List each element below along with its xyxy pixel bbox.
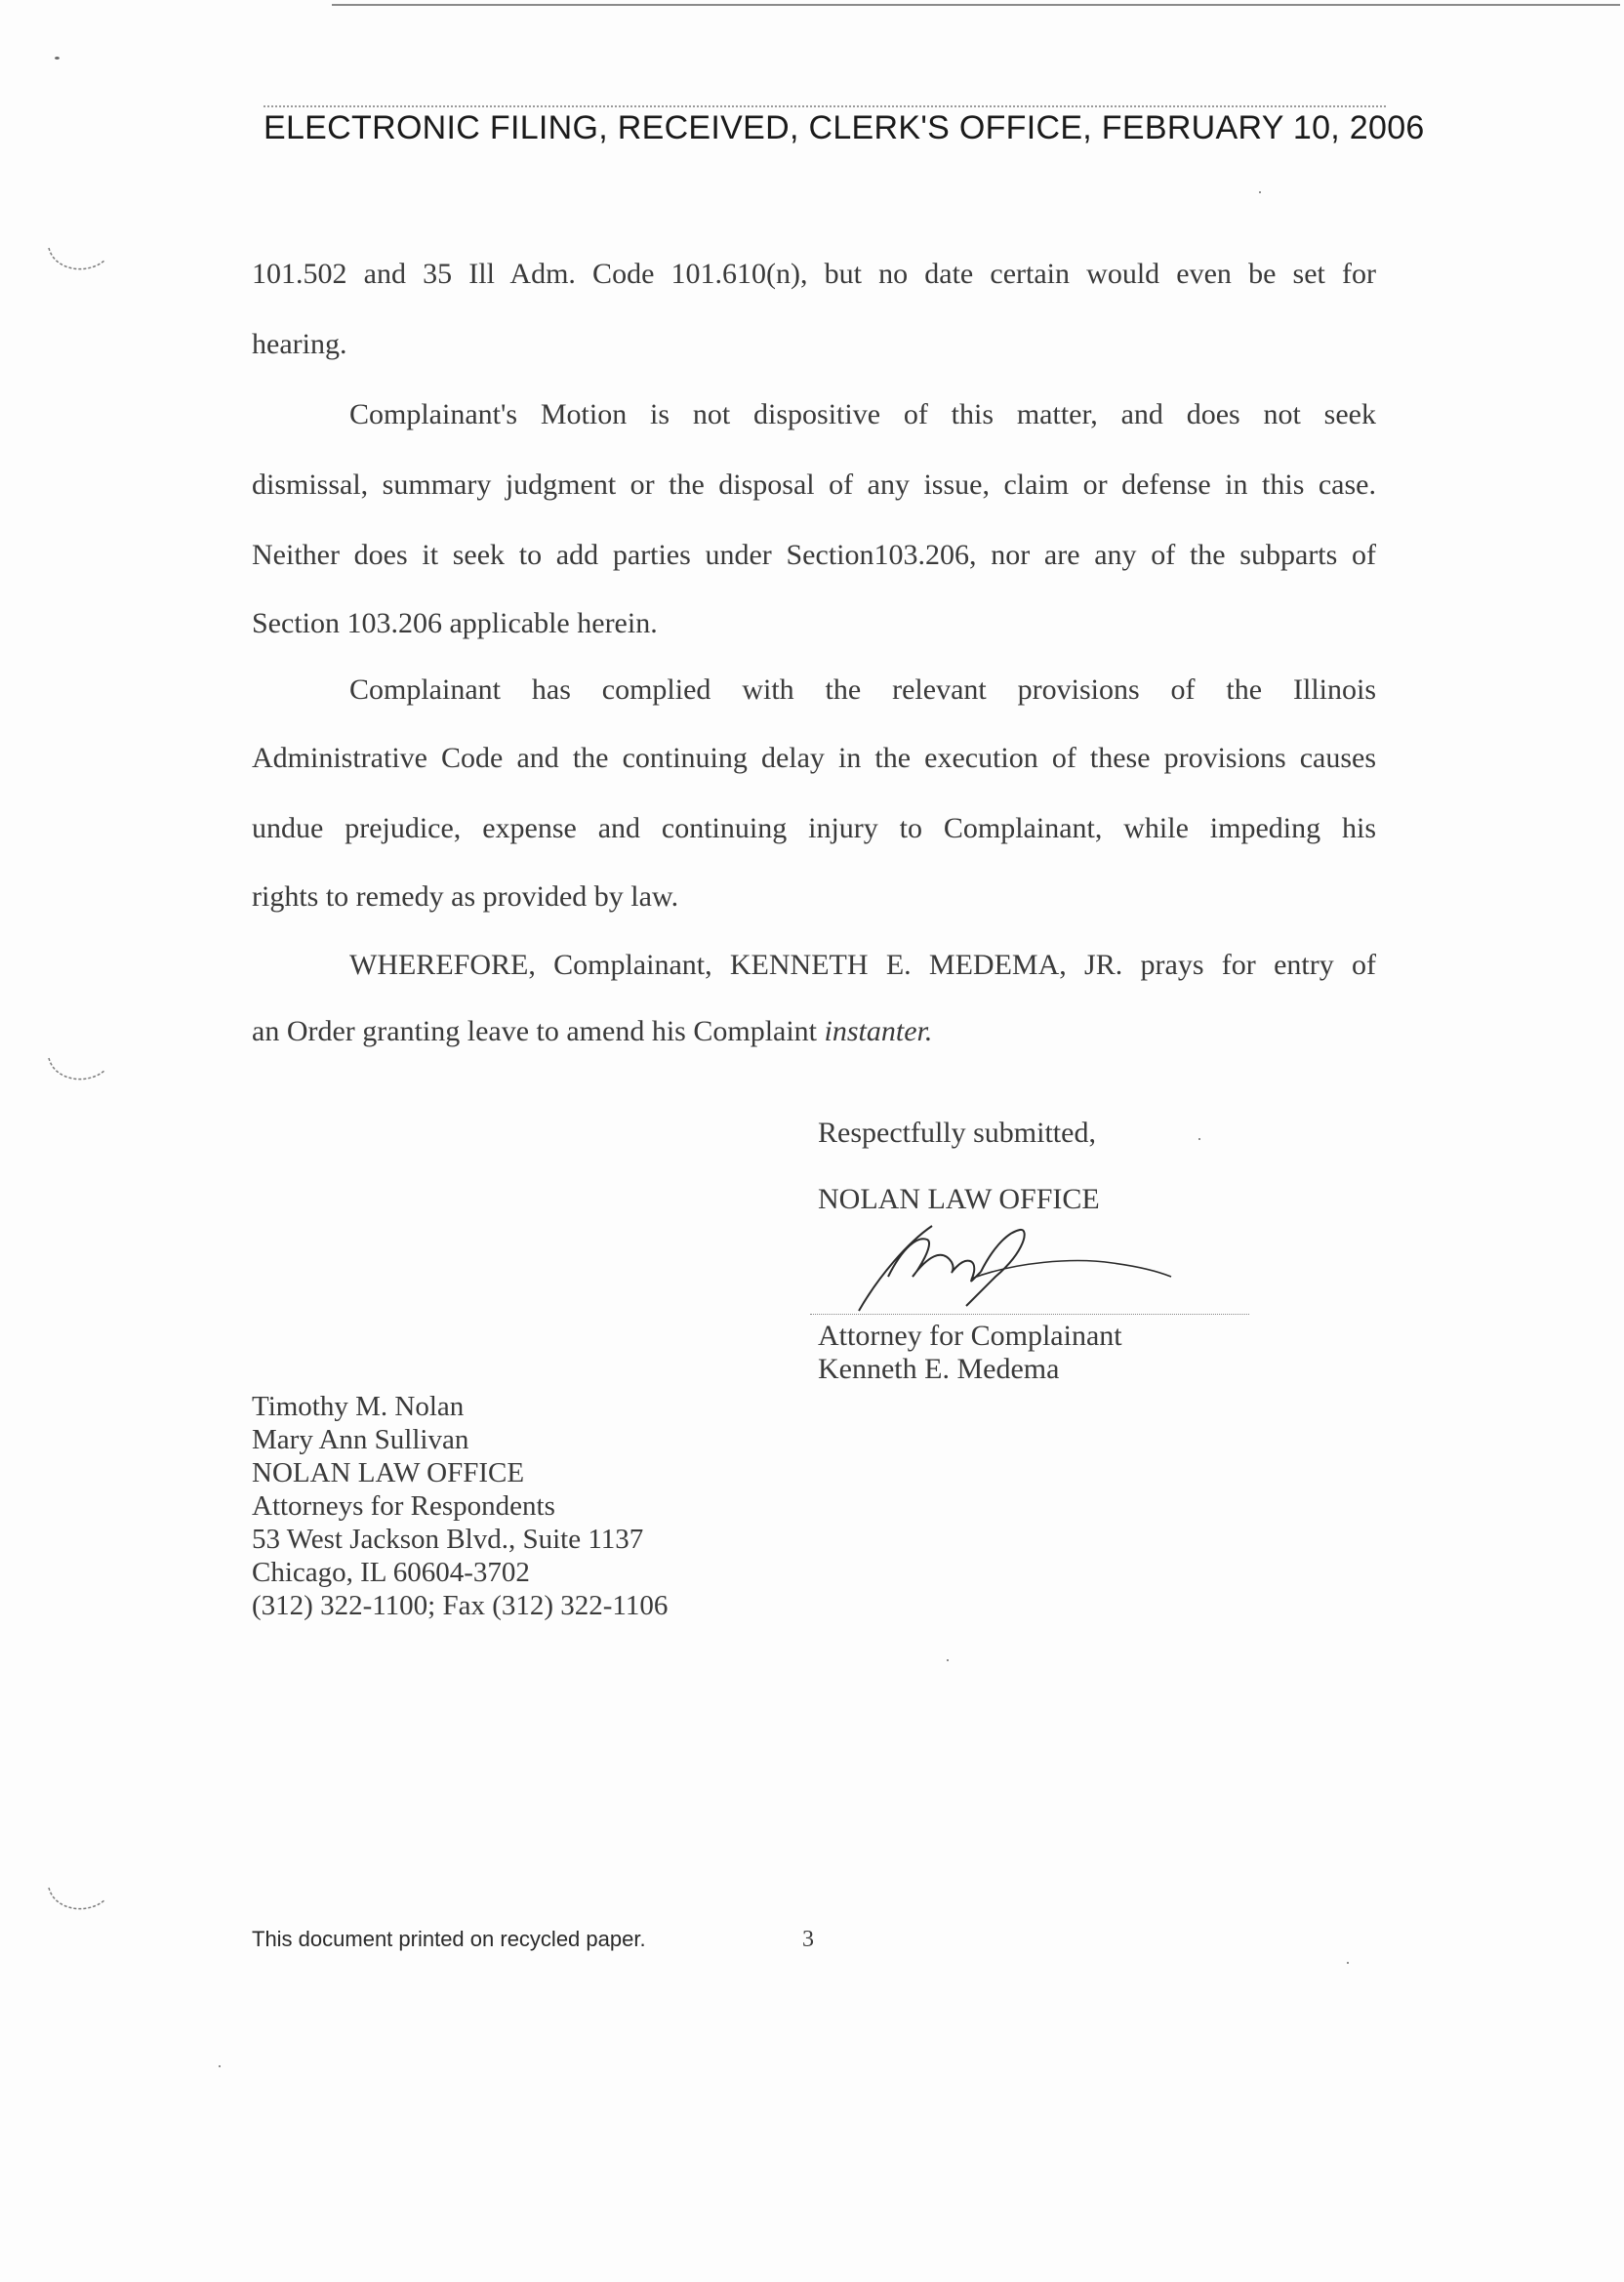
closing-salutation: Respectfully submitted, <box>818 1117 1096 1149</box>
counsel-address-block <box>252 1390 668 1622</box>
filing-stamp-header: ELECTRONIC FILING, RECEIVED, CLERK'S OFFICE, FEBRUARY 10, 2006 <box>264 109 1425 146</box>
body-line: rights to remedy as provided by law. <box>252 880 679 913</box>
body-line: Section 103.206 applicable herein. <box>252 607 658 639</box>
hole-punch-mark-icon <box>45 1052 113 1091</box>
address-line: Timothy M. Nolan <box>252 1391 465 1422</box>
hole-punch-mark-icon <box>45 1882 113 1921</box>
address-line: Mary Ann Sullivan <box>252 1424 469 1455</box>
header-scan-noise <box>264 105 1386 107</box>
page-number: 3 <box>802 1927 814 1952</box>
address-line: 53 West Jackson Blvd., Suite 1137 <box>252 1524 644 1555</box>
recycled-paper-note: This document printed on recycled paper. <box>252 1927 646 1951</box>
scan-speck <box>1198 1138 1200 1140</box>
handwritten-signature <box>820 1218 1288 1325</box>
body-line: Complainant has complied with the relevant provisions of the Illinois <box>349 673 1376 706</box>
body-line: dismissal, summary judgment or the disposal of any issue, claim or defense in this case. <box>252 469 1376 501</box>
scan-speck <box>1259 191 1261 193</box>
address-line: NOLAN LAW OFFICE <box>252 1457 525 1488</box>
wherefore-text: an Order granting leave to amend his Complaint <box>252 1015 825 1047</box>
body-line: Administrative Code and the continuing delay in the execution of these provisions causes <box>252 742 1376 774</box>
address-line: Attorneys for Respondents <box>252 1490 555 1522</box>
signature-line <box>810 1314 1249 1315</box>
scan-speck <box>947 1659 949 1661</box>
scan-speck <box>55 57 60 60</box>
body-line: Complainant's Motion is not dispositive of this matter, and does not seek <box>349 398 1376 430</box>
body-line: undue prejudice, expense and continuing injury to Complainant, while impeding his <box>252 812 1376 844</box>
instanter-term: instanter. <box>824 1015 933 1047</box>
scan-speck <box>1347 1962 1349 1964</box>
signer-client: Kenneth E. Medema <box>818 1353 1060 1385</box>
firm-name: NOLAN LAW OFFICE <box>818 1183 1100 1215</box>
body-line: hearing. <box>252 328 347 360</box>
wherefore-clause-end <box>252 1015 932 1048</box>
signer-role: Attorney for Complainant <box>818 1320 1122 1352</box>
scan-speck <box>219 2065 221 2067</box>
hole-punch-mark-icon <box>45 242 113 281</box>
top-scan-rule <box>332 4 1620 6</box>
body-line: 101.502 and 35 Ill Adm. Code 101.610(n), but no date certain would even be set for <box>252 258 1376 290</box>
wherefore-clause: WHEREFORE, Complainant, KENNETH E. MEDEMA, JR. prays for entry of <box>349 949 1376 981</box>
address-line: (312) 322-1100; Fax (312) 322-1106 <box>252 1590 669 1621</box>
body-line: Neither does it seek to add parties under Section103.206, nor are any of the subparts of <box>252 539 1376 571</box>
address-line: Chicago, IL 60604-3702 <box>252 1557 530 1588</box>
